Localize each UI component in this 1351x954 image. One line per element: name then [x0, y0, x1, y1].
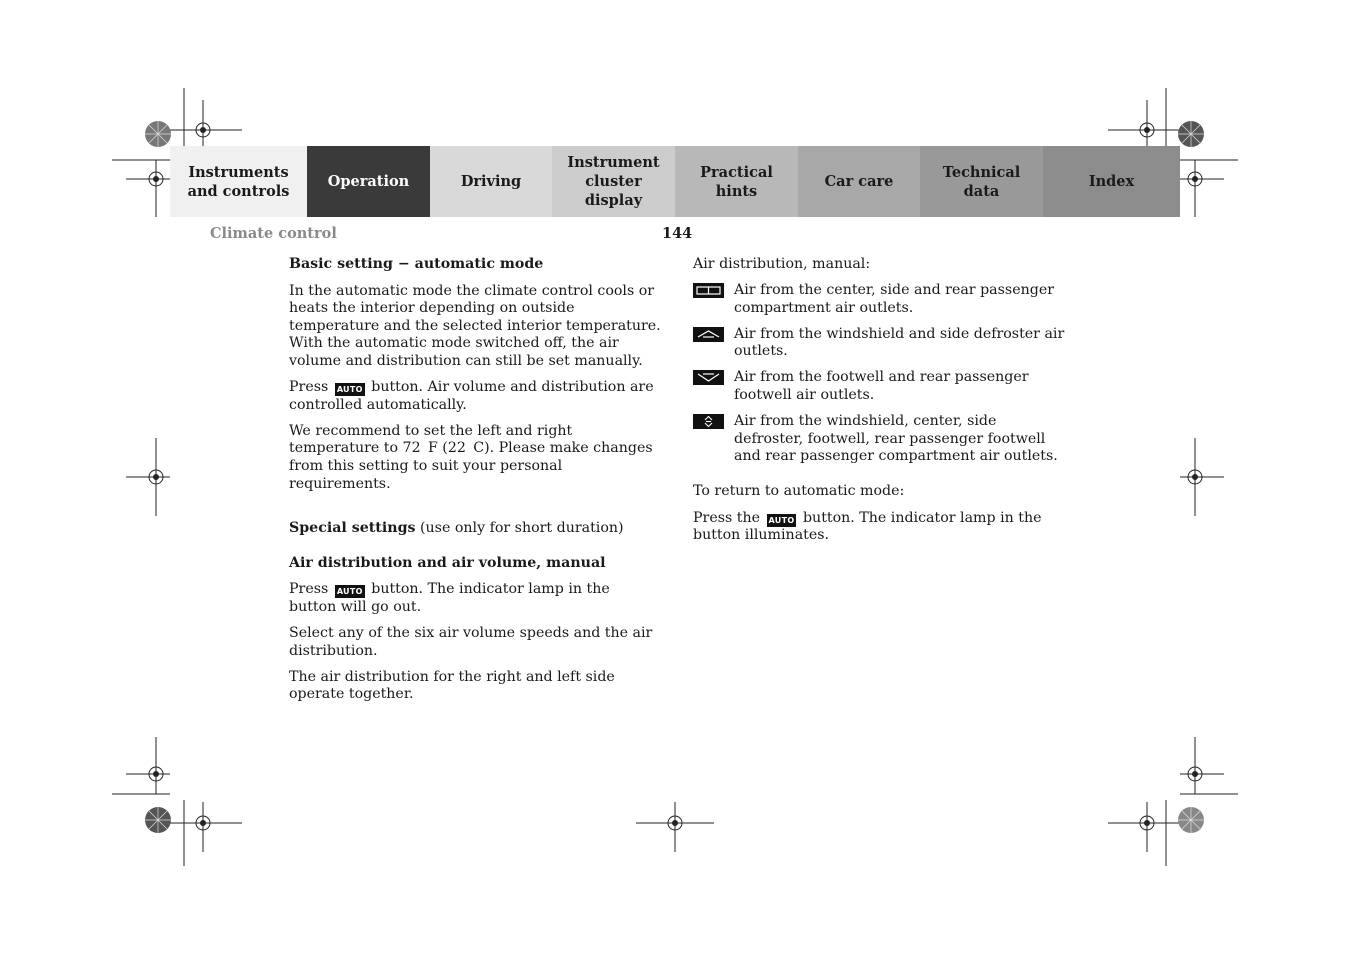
auto-button-icon: AUTO — [768, 515, 795, 525]
distribution-item — [693, 282, 1065, 317]
press-auto-on-paragraph: Press the AUTO button. The indicator lamp in the button illuminates. — [693, 509, 1042, 544]
manual-heading: Air distribution and air volume, manual — [289, 554, 606, 571]
right-column — [693, 256, 1065, 553]
tab-instruments-and-controls[interactable]: Instruments and controls — [170, 146, 307, 217]
footwell-icon — [693, 370, 724, 385]
tab-index[interactable]: Index — [1043, 146, 1180, 217]
distribution-item — [693, 369, 1065, 404]
distribution-intro: Air distribution, manual: — [693, 256, 871, 272]
tab-instrument-cluster-display[interactable]: Instrument cluster display — [552, 146, 675, 217]
special-settings-paragraph: Special settings (use only for short duration) — [289, 519, 624, 536]
all-outlets-icon — [693, 414, 724, 429]
tab-car-care[interactable]: Car care — [798, 146, 920, 217]
distribution-item-text: Air from the center, side and rear passenger compartment air outlets. — [734, 282, 1054, 316]
auto-button-icon: AUTO — [336, 385, 363, 395]
basic-setting-paragraph: In the automatic mode the climate control cools or heats the interior depending on outside temperature and the selected interior temperature. With the automatic mode switched off, the air volume and distribution can still be set manually. — [289, 282, 661, 369]
press-auto-off-paragraph: Press AUTO button. The indicator lamp in the button will go out. — [289, 581, 610, 615]
tab-operation[interactable]: Operation — [307, 146, 430, 217]
tab-driving[interactable]: Driving — [430, 146, 552, 217]
page-number: 144 — [662, 225, 693, 242]
left-column — [289, 256, 661, 712]
together-paragraph: The air distribution for the right and left side operate together. — [289, 668, 615, 703]
basic-setting-heading: Basic setting − automatic mode — [289, 256, 544, 272]
chapter-tabs — [170, 146, 1180, 217]
distribution-item-text: Air from the windshield and side defroster air outlets. — [734, 325, 1065, 360]
distribution-item-text: Air from the footwell and rear passenger footwell air outlets. — [734, 369, 1029, 404]
distribution-item-text: Air from the windshield, center, side defroster, footwell, rear passenger footwell and rear passenger compartment air outlets. — [734, 413, 1058, 465]
auto-button-icon: AUTO — [336, 587, 363, 597]
press-auto-paragraph: Press AUTO button. Air volume and distribution are controlled automatically. — [289, 379, 654, 413]
tab-technical-data[interactable]: Technical data — [920, 146, 1043, 217]
distribution-item — [693, 413, 1065, 466]
return-auto-paragraph: To return to automatic mode: — [693, 483, 905, 500]
section-title: Climate control — [210, 225, 337, 242]
recommend-paragraph: We recommend to set the left and right temperature to 72 F (22 C). Please make changes from this setting to suit your personal requirements. — [289, 422, 653, 492]
distribution-item — [693, 326, 1065, 361]
special-settings-label: Special settings — [289, 519, 416, 536]
windshield-defrost-icon — [693, 327, 724, 342]
select-speeds-paragraph: Select any of the six air volume speeds and the air distribution. — [289, 625, 653, 659]
tab-practical-hints[interactable]: Practical hints — [675, 146, 798, 217]
center-side-outlets-icon — [693, 283, 724, 298]
